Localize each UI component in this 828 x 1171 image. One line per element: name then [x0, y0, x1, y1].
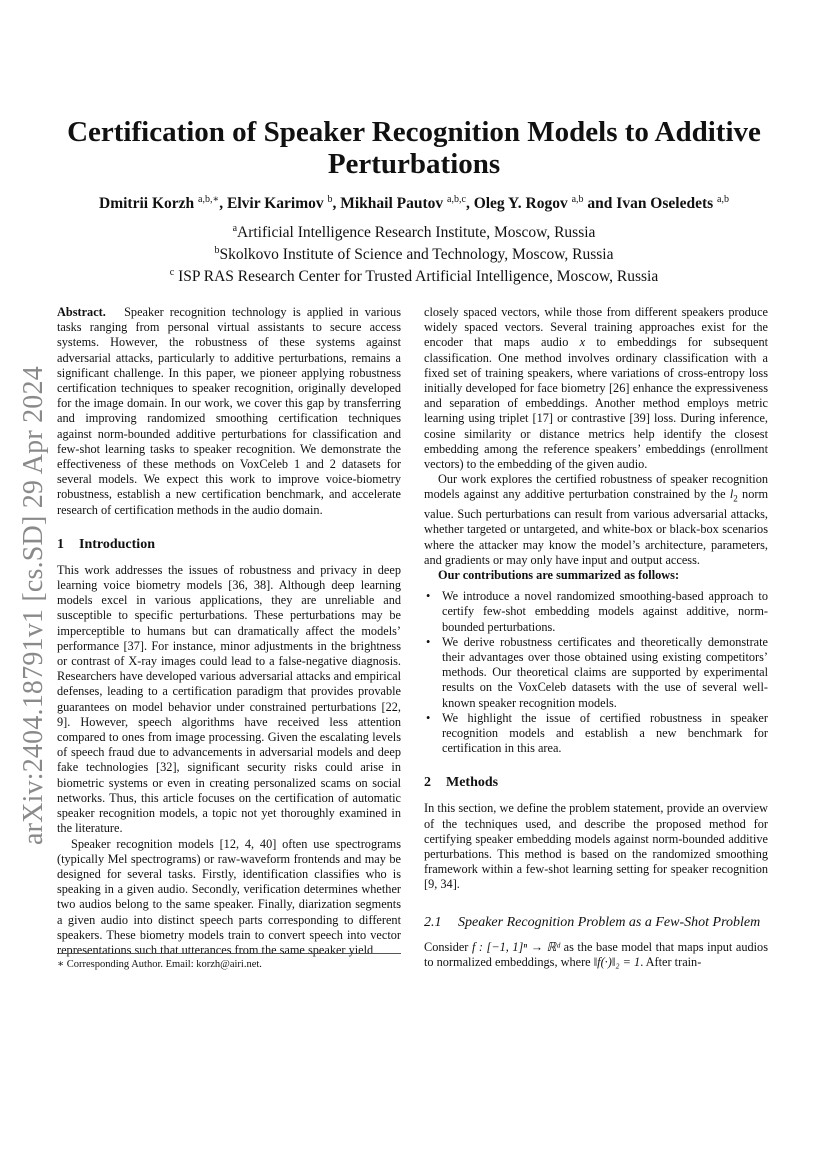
- affiliation-list: [40, 220, 788, 286]
- author-affil-mark: a,b,∗: [198, 194, 220, 205]
- section-heading-introduction: 1 Introduction: [57, 536, 155, 552]
- author-affil-mark: a,b: [717, 194, 729, 205]
- section-heading-methods: 2 Methods: [424, 775, 499, 791]
- paragraph: In this section, we define the problem statement, provide an overview of the techniques used, and describe the proposed method for certifying speaker embedding models against norm-bounded additive perturbations. This method is based on the randomized smoothing framework within a few-shot learning setting for speaker recognition [9, 34].: [424, 801, 768, 892]
- paper-title: Certification of Speaker Recognition Models to Additive Perturbations: [67, 116, 761, 180]
- list-item: • We derive robustness certificates and theoretically demonstrate their advantages over those obtained using existing competitors’ methods. Our theoretical claims are supported by experimental results on the VoxCeleb datasets with the use of several well-known speaker recognition models.: [442, 635, 768, 711]
- right-column: [424, 305, 768, 970]
- list-item: • We highlight the issue of certified robustness in speaker recognition models and establish a new benchmark for certification in this area.: [442, 711, 768, 757]
- contributions-heading: Our contributions are summarized as follows:: [438, 567, 680, 582]
- abstract-text: Speaker recognition technology is applied in various tasks ranging from personal virtual assistants to secure access systems. However, the robustness of these systems against adversarial attacks, particularly to additive perturbations, remains a significant challenge. In this paper, we pioneer applying robustness certification techniques to speaker recognition, originally developed for the image domain. In our work, we cover this gap by transferring and improving randomized smoothing certification techniques against norm-bounded additive perturbations for classification and few-shot learning tasks to speaker recognition. We demonstrate the effectiveness of these methods on VoxCeleb 1 and 2 datasets for several models. We expect this work to improve voice-biometry robustness, establish a new certification benchmark, and accelerate research of certification methods in the audio domain.: [57, 305, 401, 517]
- paragraph: closely spaced vectors, while those from different speakers produce widely spaced vectors. Several training approaches exist for the encoder that maps audio x to embeddings for subsequent classification. One method involves ordinary classification with a fixed set of training speakers, where variations of cross-entropy loss initially developed for face biometry [26] enhance the expressiveness and separation of embeddings. Another method employs metric learning using triplet [17] or contrastive [39] loss. During inference, cosine similarity or distance metrics help identify the closest embedding among the reference speakers’ embeddings (enrollment vectors) to the embedding of the given audio.: [424, 305, 769, 472]
- author-name: Ivan Oseledets: [616, 195, 714, 213]
- footnote-rule: [57, 953, 401, 954]
- list-item: • We introduce a novel randomized smoothing-based approach to certify few-shot embedding models against additive, norm-bounded perturbations.: [442, 589, 768, 635]
- math-variable: x: [579, 335, 586, 350]
- abstract: [57, 305, 401, 518]
- subsection-heading: 2.1 Speaker Recognition Problem as a Few-Shot Problem: [424, 914, 761, 930]
- arxiv-identifier: arXiv:2404.18791v1 [cs.SD] 29 Apr 2024: [18, 366, 49, 845]
- author-name: Elvir Karimov: [227, 195, 324, 213]
- affiliation: $^a$Artificial Intelligence Research Institute, Moscow, Russia: [232, 223, 596, 242]
- author-name: Mikhail Pautov: [340, 195, 444, 213]
- left-column: [57, 305, 401, 958]
- footnote: ∗ Corresponding Author. Email: korzh@airi.net.: [57, 959, 262, 970]
- author-list: Dmitrii Korzh $^{a,b,∗}$, Elvir Karimov $^b$, Mikhail Pautov $^{a,b,c}$, Oleg Y. Rogov $^{a,b}$ and Ivan Oseledets $^{a,b}$: [99, 194, 729, 213]
- author-name: Dmitrii Korzh: [99, 195, 195, 213]
- paragraph: This work addresses the issues of robustness and privacy in deep learning voice biometry models [36, 38]. Although deep learning models excel in various applications, they are unreliable and susceptible to specific perturbations. These perturbations may be imperceptible to humans but can dramatically affect the models’ performance [37]. For instance, minor adjustments in the brightness or contrast of X-ray images could lead to a false-negative diagnosis. Researchers have developed various adversarial attacks and empirical defenses, leading to a certification paradigm that provides provable guarantees on model behavior under constrained perturbations [22, 9]. However, speech algorithms have received less attention compared to ones from image processing. Given the escalating levels of speech fraud due to advancements in adversarial models and deep fake technologies [32], significant security risks could arise in biometric systems or even in creating personalized scams on social networks. Thus, this article focuses on the certification of automatic speaker recognition models, a topic not yet thoroughly examined in the literature.: [57, 562, 401, 836]
- abstract-label: Abstract.: [57, 305, 106, 319]
- author-affil-mark: a,b,c: [447, 194, 466, 205]
- affiliation: $^b$Skolkovo Institute of Science and Technology, Moscow, Russia: [214, 245, 614, 264]
- paragraph: Speaker recognition models [12, 4, 40] often use spectrograms (typically Mel spectrograms) or raw-waveform frontends and may be designed for several tasks. Firstly, identification classifies who is speaking in a given audio. Secondly, verification determines whether two audios belong to the same speaker. Finally, diarization segments a given audio into distinct speech parts corresponding to different speakers. These biometry models train to convert speech into vector representations such that utterances from the same speaker yield: [57, 836, 401, 957]
- author-affil-mark: b: [327, 194, 333, 205]
- author-affil-mark: a,b: [571, 194, 584, 205]
- math-expression: f : [−1, 1]ⁿ → ℝᵈ: [471, 939, 561, 954]
- math-expression: ‖f(·)‖₂ = 1: [593, 954, 641, 969]
- paragraph: Consider f : [−1, 1]ⁿ → ℝᵈ as the base model that maps input audios to normalized embeddings, where ‖f(·)‖₂ = 1. After train-: [424, 939, 768, 969]
- contribution-list: [424, 589, 768, 756]
- math-norm: l: [729, 487, 734, 502]
- author-name: Oleg Y. Rogov: [473, 195, 568, 213]
- paragraph: Our work explores the certified robustness of speaker recognition models against any additive perturbation constrained by the $l_2$ norm value. Such perturbations can result from various adversarial attacks, whether targeted or untargeted, and white-box or black-box scenarios where the attacker may know the model’s architecture, parameters, and gradients or may only have input and output access.: [424, 472, 769, 567]
- affiliation: $^c$ ISP RAS Research Center for Trusted Artificial Intelligence, Moscow, Russia: [169, 267, 659, 286]
